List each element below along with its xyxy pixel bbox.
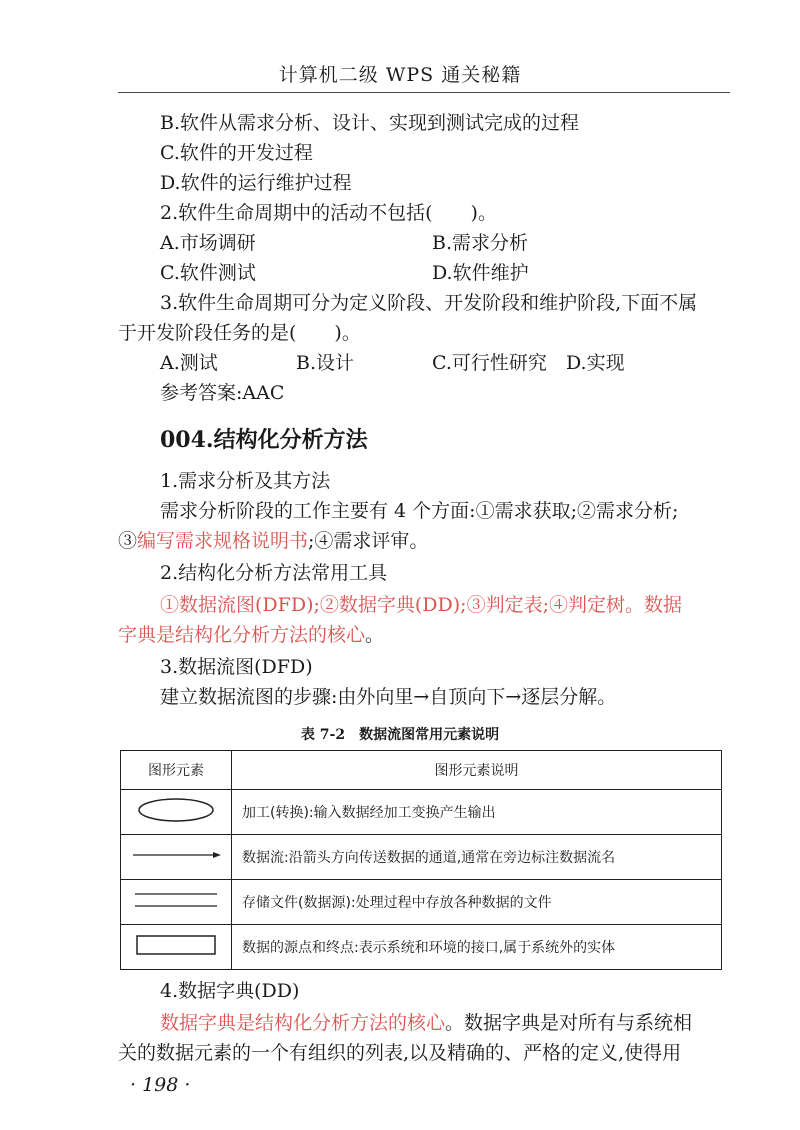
running-header: 计算机二级 WPS 通关秘籍 [278,64,522,86]
s2-tools-line1: ①数据流图(DFD);②数据字典(DD);③判定表;④判定树。数据 [160,594,682,616]
s2-tail: 。 [365,624,385,646]
table-header-symbol: 图形元素 [121,751,232,790]
s1-text-suffix: ;④需求评审。 [308,530,429,552]
table-header-desc: 图形元素说明 [232,751,722,790]
q2-option-d: D.软件维护 [432,262,529,284]
s4-text-line1 [160,1010,692,1036]
page-number: · 198 · [130,1074,191,1096]
s2-tools-line2 [118,622,384,648]
q2-option-c: C.软件测试 [160,262,256,284]
table-header-row [121,751,722,790]
table-row-desc: 存储文件(数据源):处理过程中存放各种数据的文件 [232,880,722,925]
table-row [121,925,722,970]
ellipse-icon [121,795,231,825]
s3-text: 建立数据流图的步骤:由外向里→自顶向下→逐层分解。 [160,686,617,708]
table-caption: 表 7-2 数据流图常用元素说明 [300,727,500,743]
q2-option-b: B.需求分析 [432,232,529,254]
s3-heading: 3.数据流图(DFD) [160,656,313,678]
arrow-icon [121,845,231,865]
arrow-symbol-cell [121,835,232,880]
s4-text-tail: 。数据字典是对所有与系统相 [445,1012,693,1034]
s1-highlight: 编写需求规格说明书 [137,530,309,552]
q2-option-a: A.市场调研 [160,232,256,254]
header-rule [118,92,730,93]
q3-option-d: D.实现 [566,352,625,374]
dfd-elements-table [120,750,722,970]
section-title: 004.结构化分析方法 [160,427,368,453]
table-row-desc: 加工(转换):输入数据经加工变换产生输出 [232,790,722,835]
rectangle-icon [121,932,231,958]
table-row [121,790,722,835]
s2-highlight: 字典是结构化分析方法的核心 [118,624,366,646]
q3-option-c: C.可行性研究 [432,352,547,374]
q3-option-b: B.设计 [296,352,355,374]
s2-heading: 2.结构化分析方法常用工具 [160,562,388,584]
q3-option-a: A.测试 [160,352,218,374]
s4-text-line2: 关的数据元素的一个有组织的列表,以及精确的、严格的定义,使得用 [118,1042,682,1064]
q1-option-c: C.软件的开发过程 [160,142,313,164]
double-line-symbol-cell [121,880,232,925]
table-row-desc: 数据的源点和终点:表示系统和环境的接口,属于系统外的实体 [232,925,722,970]
s1-text-line2 [118,528,428,554]
s4-heading: 4.数据字典(DD) [160,980,300,1002]
q3-stem-line2: 于开发阶段任务的是( )。 [118,322,361,344]
s1-heading: 1.需求分析及其方法 [160,470,331,492]
q3-stem-line1: 3.软件生命周期可分为定义阶段、开发阶段和维护阶段,下面不属 [160,292,698,314]
table-row [121,835,722,880]
q1-option-b: B.软件从需求分析、设计、实现到测试完成的过程 [160,112,580,134]
q2-stem: 2.软件生命周期中的活动不包括( )。 [160,202,497,224]
s1-text-prefix: ③ [118,530,138,552]
double-line-icon [121,888,231,912]
table-row [121,880,722,925]
q1-option-d: D.软件的运行维护过程 [160,172,352,194]
ellipse-symbol-cell [121,790,232,835]
table-row-desc: 数据流:沿箭头方向传送数据的通道,通常在旁边标注数据流名 [232,835,722,880]
s4-highlight: 数据字典是结构化分析方法的核心 [160,1012,446,1034]
rectangle-symbol-cell [121,925,232,970]
answer-key: 参考答案:AAC [160,382,285,404]
s1-text-line1: 需求分析阶段的工作主要有 4 个方面:①需求获取;②需求分析; [160,500,679,522]
